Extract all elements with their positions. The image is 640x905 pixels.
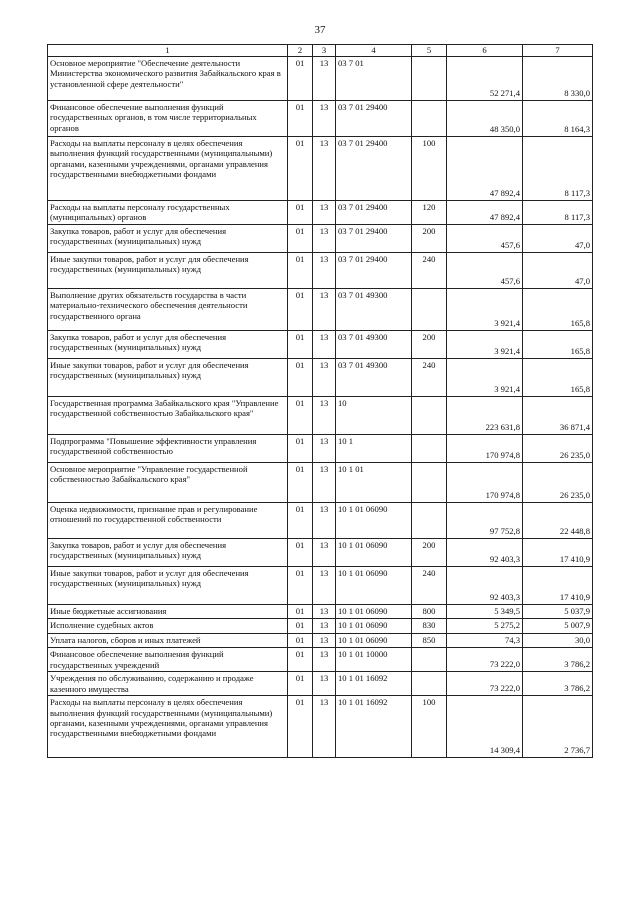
section-code-cell: 01 [288,57,313,101]
subsection-code-cell: 13 [313,201,336,225]
header-row [48,45,593,57]
amount-col7-cell: 5 037,9 [523,605,593,619]
row-name-cell: Подпрограмма "Повышение эффективности управления государственной собственностью [48,435,288,463]
row-name-cell: Оценка недвижимости, признание прав и регулирование отношений по государственной собственности [48,503,288,539]
header-col-6: 6 [447,45,523,57]
target-article-cell: 03 7 01 [336,57,412,101]
section-code-cell: 01 [288,201,313,225]
expense-type-cell: 200 [412,539,447,567]
row-name-cell: Выполнение других обязательств государства в части материально-технического обеспечения деятельности государственного органа [48,289,288,331]
amount-col7-cell: 22 448,8 [523,503,593,539]
amount-col7-cell: 165,8 [523,359,593,397]
table-row [48,201,593,225]
target-article-cell: 10 1 01 06090 [336,539,412,567]
table-row [48,331,593,359]
subsection-code-cell: 13 [313,225,336,253]
row-name-cell: Расходы на выплаты персоналу в целях обеспечения выполнения функций государственными (муниципальными) органами, казенными учреждениями, органами управления государственными внебюджетными фондами [48,137,288,201]
expense-type-cell [412,101,447,137]
header-col-2: 2 [288,45,313,57]
table-body [48,57,593,758]
expense-type-cell: 830 [412,619,447,633]
row-name-cell: Расходы на выплаты персоналу государственных (муниципальных) органов [48,201,288,225]
target-article-cell: 10 1 01 10000 [336,648,412,672]
amount-col6-cell: 457,6 [447,253,523,289]
row-name-cell: Иные бюджетные ассигнования [48,605,288,619]
row-name-cell: Расходы на выплаты персоналу в целях обеспечения выполнения функций государственными (муниципальными) органами, казенными учреждениями, органами управления государственными внебюджетными фондами [48,696,288,758]
row-name-cell: Иные закупки товаров, работ и услуг для обеспечения государственных (муниципальных) нужд [48,253,288,289]
section-code-cell: 01 [288,359,313,397]
subsection-code-cell: 13 [313,605,336,619]
table-row [48,619,593,633]
target-article-cell: 10 1 01 [336,463,412,503]
amount-col7-cell: 8 330,0 [523,57,593,101]
target-article-cell: 03 7 01 29400 [336,253,412,289]
expense-type-cell: 100 [412,137,447,201]
row-name-cell: Основное мероприятие "Обеспечение деятельности Министерства экономического развития Забайкальского края в установленной сфере деятельности" [48,57,288,101]
amount-col7-cell: 36 871,4 [523,397,593,435]
table-row [48,253,593,289]
amount-col7-cell: 17 410,9 [523,567,593,605]
section-code-cell: 01 [288,633,313,647]
subsection-code-cell: 13 [313,633,336,647]
amount-col7-cell: 8 117,3 [523,201,593,225]
amount-col6-cell: 47 892,4 [447,201,523,225]
table-row [48,567,593,605]
target-article-cell: 10 1 01 16092 [336,672,412,696]
section-code-cell: 01 [288,137,313,201]
expense-type-cell: 100 [412,696,447,758]
table-row [48,225,593,253]
amount-col6-cell: 52 271,4 [447,57,523,101]
amount-col6-cell: 97 752,8 [447,503,523,539]
section-code-cell: 01 [288,253,313,289]
target-article-cell: 10 1 01 06090 [336,605,412,619]
amount-col6-cell: 92 403,3 [447,567,523,605]
row-name-cell: Финансовое обеспечение выполнения функций государственных органов, в том числе территориальных органов [48,101,288,137]
expense-type-cell: 120 [412,201,447,225]
expense-type-cell [412,435,447,463]
section-code-cell: 01 [288,567,313,605]
amount-col6-cell: 5 275,2 [447,619,523,633]
amount-col7-cell: 26 235,0 [523,463,593,503]
table-row [48,101,593,137]
amount-col7-cell: 47,0 [523,225,593,253]
subsection-code-cell: 13 [313,435,336,463]
row-name-cell: Исполнение судебных актов [48,619,288,633]
amount-col6-cell: 47 892,4 [447,137,523,201]
table-row [48,463,593,503]
row-name-cell: Уплата налогов, сборов и иных платежей [48,633,288,647]
subsection-code-cell: 13 [313,57,336,101]
subsection-code-cell: 13 [313,359,336,397]
table-row [48,435,593,463]
section-code-cell: 01 [288,648,313,672]
expense-type-cell: 200 [412,225,447,253]
section-code-cell: 01 [288,435,313,463]
target-article-cell: 10 1 01 06090 [336,633,412,647]
amount-col6-cell: 73 222,0 [447,648,523,672]
subsection-code-cell: 13 [313,101,336,137]
section-code-cell: 01 [288,539,313,567]
table-row [48,397,593,435]
amount-col6-cell: 14 309,4 [447,696,523,758]
section-code-cell: 01 [288,605,313,619]
section-code-cell: 01 [288,672,313,696]
expense-type-cell [412,503,447,539]
target-article-cell: 03 7 01 29400 [336,101,412,137]
amount-col7-cell: 5 007,9 [523,619,593,633]
subsection-code-cell: 13 [313,567,336,605]
table-row [48,672,593,696]
row-name-cell: Учреждения по обслуживанию, содержанию и продаже казенного имущества [48,672,288,696]
table-row [48,605,593,619]
target-article-cell: 03 7 01 29400 [336,201,412,225]
target-article-cell: 10 1 01 06090 [336,567,412,605]
amount-col6-cell: 457,6 [447,225,523,253]
section-code-cell: 01 [288,503,313,539]
amount-col6-cell: 48 350,0 [447,101,523,137]
target-article-cell: 03 7 01 29400 [336,137,412,201]
section-code-cell: 01 [288,463,313,503]
target-article-cell: 10 1 01 16092 [336,696,412,758]
table-row [48,696,593,758]
target-article-cell: 10 [336,397,412,435]
section-code-cell: 01 [288,225,313,253]
amount-col7-cell: 47,0 [523,253,593,289]
amount-col6-cell: 3 921,4 [447,359,523,397]
expense-type-cell: 850 [412,633,447,647]
subsection-code-cell: 13 [313,463,336,503]
subsection-code-cell: 13 [313,648,336,672]
subsection-code-cell: 13 [313,539,336,567]
amount-col6-cell: 74,3 [447,633,523,647]
target-article-cell: 10 1 [336,435,412,463]
subsection-code-cell: 13 [313,397,336,435]
expense-type-cell [412,672,447,696]
amount-col7-cell: 17 410,9 [523,539,593,567]
target-article-cell: 03 7 01 49300 [336,289,412,331]
expense-type-cell: 200 [412,331,447,359]
subsection-code-cell: 13 [313,289,336,331]
amount-col7-cell: 2 736,7 [523,696,593,758]
page-number: 37 [314,24,326,36]
section-code-cell: 01 [288,101,313,137]
amount-col7-cell: 30,0 [523,633,593,647]
table-row [48,289,593,331]
amount-col6-cell: 223 631,8 [447,397,523,435]
amount-col6-cell: 170 974,8 [447,435,523,463]
expense-type-cell: 240 [412,567,447,605]
table-row [48,137,593,201]
row-name-cell: Закупка товаров, работ и услуг для обеспечения государственных (муниципальных) нужд [48,225,288,253]
table-row [48,57,593,101]
expense-type-cell [412,289,447,331]
amount-col6-cell: 170 974,8 [447,463,523,503]
section-code-cell: 01 [288,696,313,758]
amount-col7-cell: 3 786,2 [523,672,593,696]
subsection-code-cell: 13 [313,137,336,201]
section-code-cell: 01 [288,331,313,359]
budget-table [47,44,593,758]
expense-type-cell: 800 [412,605,447,619]
amount-col7-cell: 8 164,3 [523,101,593,137]
subsection-code-cell: 13 [313,503,336,539]
row-name-cell: Закупка товаров, работ и услуг для обеспечения государственных (муниципальных) нужд [48,331,288,359]
amount-col7-cell: 165,8 [523,289,593,331]
row-name-cell: Иные закупки товаров, работ и услуг для обеспечения государственных (муниципальных) нужд [48,359,288,397]
amount-col6-cell: 92 403,3 [447,539,523,567]
subsection-code-cell: 13 [313,672,336,696]
amount-col7-cell: 165,8 [523,331,593,359]
expense-type-cell [412,57,447,101]
table-row [48,648,593,672]
amount-col7-cell: 3 786,2 [523,648,593,672]
header-col-1: 1 [48,45,288,57]
amount-col6-cell: 3 921,4 [447,331,523,359]
amount-col7-cell: 26 235,0 [523,435,593,463]
expense-type-cell: 240 [412,359,447,397]
subsection-code-cell: 13 [313,331,336,359]
expense-type-cell [412,648,447,672]
target-article-cell: 10 1 01 06090 [336,503,412,539]
target-article-cell: 03 7 01 49300 [336,359,412,397]
target-article-cell: 10 1 01 06090 [336,619,412,633]
target-article-cell: 03 7 01 29400 [336,225,412,253]
expense-type-cell: 240 [412,253,447,289]
subsection-code-cell: 13 [313,619,336,633]
target-article-cell: 03 7 01 49300 [336,331,412,359]
subsection-code-cell: 13 [313,253,336,289]
table-row [48,633,593,647]
table-row [48,539,593,567]
table-row [48,503,593,539]
subsection-code-cell: 13 [313,696,336,758]
row-name-cell: Основное мероприятие "Управление государственной собственностью Забайкальского края" [48,463,288,503]
section-code-cell: 01 [288,619,313,633]
header-col-5: 5 [412,45,447,57]
header-col-4: 4 [336,45,412,57]
section-code-cell: 01 [288,397,313,435]
expense-type-cell [412,463,447,503]
amount-col6-cell: 3 921,4 [447,289,523,331]
amount-col6-cell: 5 349,5 [447,605,523,619]
expense-type-cell [412,397,447,435]
header-col-7: 7 [523,45,593,57]
row-name-cell: Государственная программа Забайкальского края "Управление государственной собственностью Забайкальского края" [48,397,288,435]
table-row [48,359,593,397]
amount-col7-cell: 8 117,3 [523,137,593,201]
section-code-cell: 01 [288,289,313,331]
row-name-cell: Закупка товаров, работ и услуг для обеспечения государственных (муниципальных) нужд [48,539,288,567]
row-name-cell: Финансовое обеспечение выполнения функций государственных учреждений [48,648,288,672]
header-col-3: 3 [313,45,336,57]
row-name-cell: Иные закупки товаров, работ и услуг для обеспечения государственных (муниципальных) нужд [48,567,288,605]
amount-col6-cell: 73 222,0 [447,672,523,696]
